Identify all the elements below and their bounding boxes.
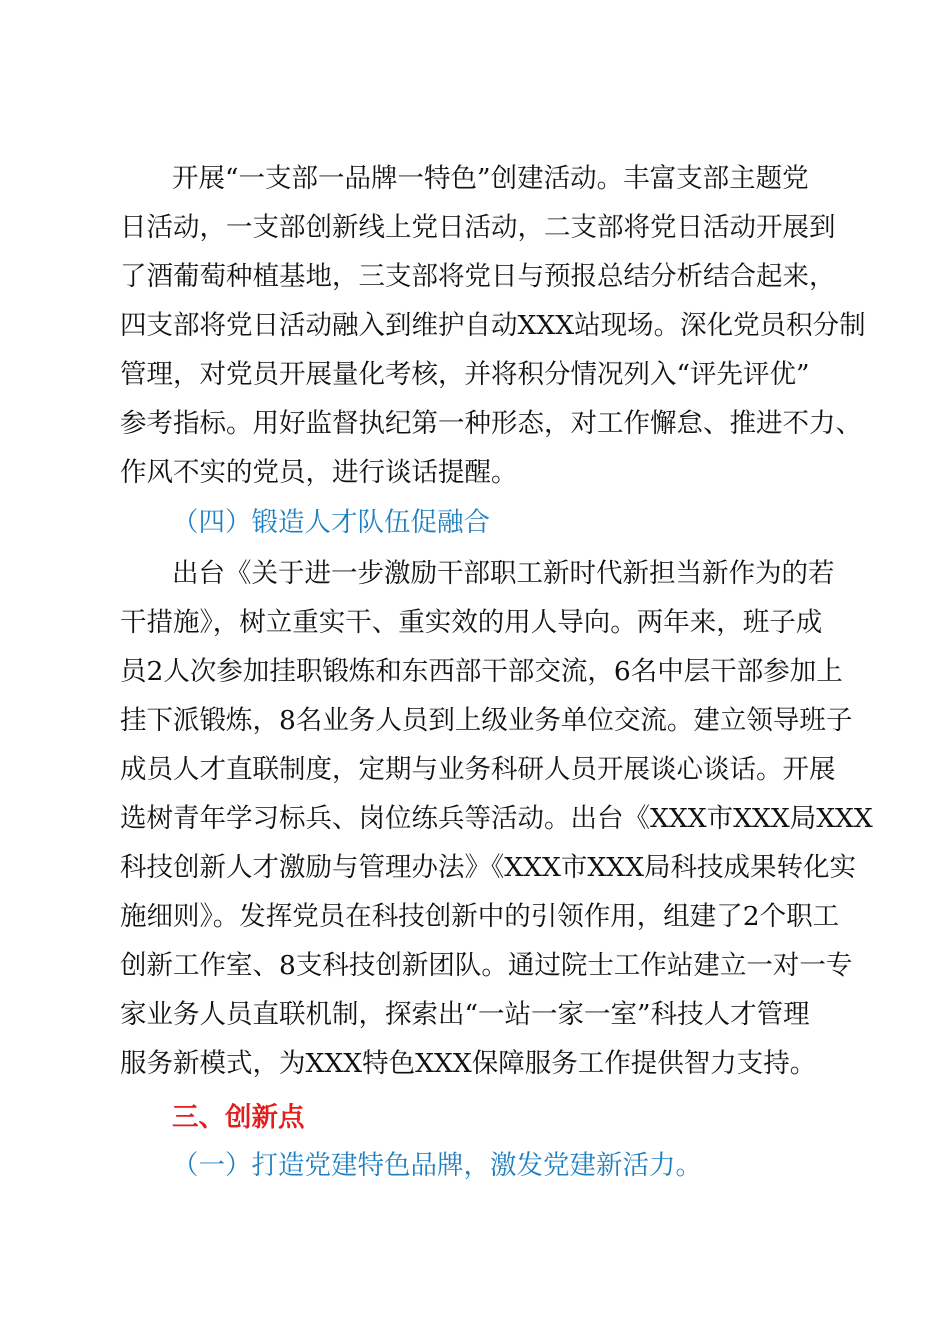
paragraph-line: 家业务人员直联机制，探索出“一站一家一室”科技人才管理 (120, 999, 810, 1030)
paragraph-line: 开展“一支部一品牌一特色”创建活动。丰富支部主题党 (172, 163, 809, 194)
paragraph-line: 创新工作室、8支科技创新团队。通过院士工作站建立一对一专 (120, 950, 853, 981)
subheading-1: （一）打造党建特色品牌，激发党建新活力。 (172, 1150, 702, 1181)
section-heading-3: 三、创新点 (172, 1102, 305, 1133)
paragraph-line: 科技创新人才激励与管理办法》《XXX市XXX局科技成果转化实 (120, 852, 856, 883)
paragraph-line: 管理，对党员开展量化考核，并将积分情况列入“评先评优” (120, 359, 810, 390)
paragraph-line: 干措施》，树立重实干、重实效的用人导向。两年来，班子成 (120, 607, 823, 638)
paragraph-line: 参考指标。用好监督执纪第一种形态，对工作懈怠、推进不力、 (120, 408, 862, 439)
section-heading-4: （四）锻造人才队伍促融合 (172, 507, 490, 538)
paragraph-line: 选树青年学习标兵、岗位练兵等活动。出台《XXX市XXX局XXX (120, 803, 873, 834)
paragraph-line: 出台《关于进一步激励干部职工新时代新担当新作为的若 (172, 558, 835, 589)
paragraph-line: 作风不实的党员，进行谈话提醒。 (120, 457, 518, 488)
paragraph-line: 成员人才直联制度，定期与业务科研人员开展谈心谈话。开展 (120, 754, 836, 785)
paragraph-line: 了酒葡萄种植基地，三支部将党日与预报总结分析结合起来， (120, 261, 836, 292)
paragraph-line: 挂下派锻炼，8名业务人员到上级业务单位交流。建立领导班子 (120, 705, 853, 736)
paragraph-line: 员2人次参加挂职锻炼和东西部干部交流，6名中层干部参加上 (120, 656, 843, 687)
paragraph-line: 施细则》。发挥党员在科技创新中的引领作用，组建了2个职工 (120, 901, 840, 932)
paragraph-line: 四支部将党日活动融入到维护自动XXX站现场。深化党员积分制 (120, 310, 866, 341)
paragraph-line: 服务新模式，为XXX特色XXX保障服务工作提供智力支持。 (120, 1048, 817, 1079)
paragraph-line: 日活动，一支部创新线上党日活动，二支部将党日活动开展到 (120, 212, 836, 243)
